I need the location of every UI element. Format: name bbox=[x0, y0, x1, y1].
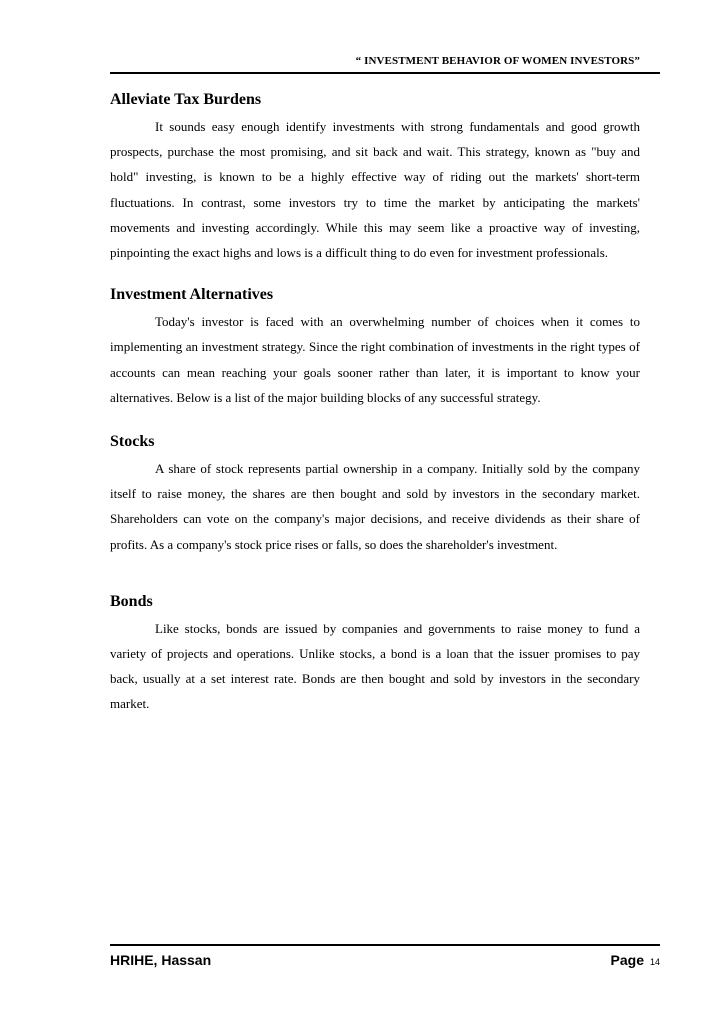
page-content bbox=[110, 88, 640, 717]
section-paragraph: A share of stock represents partial ownership in a company. Initially sold by the company itself to raise money, the shares are then bought and sold by investors in the secondary market. Shareholders can vote on the company's major decisions, and receive dividends as their share of profits. As a company's stock price rises or falls, so does the shareholder's investment. bbox=[110, 461, 640, 552]
section-heading: Investment Alternatives bbox=[110, 286, 274, 304]
section-stocks bbox=[110, 430, 640, 557]
section-paragraph: It sounds easy enough identify investments with strong fundamentals and good growth prospects, purchase the most promising, and sit back and wait. This strategy, known as "buy and hold" investing, is known to be a highly effective way of riding out the markets' short-term fluctuations. In contrast, some investors try to time the market by anticipating the markets' movements and investing accordingly. While this may seem like a proactive way of investing, pinpointing the exact highs and lows is a difficult thing to do even for investment professionals. bbox=[110, 119, 640, 261]
footer-divider bbox=[110, 944, 660, 946]
section-heading: Bonds bbox=[110, 592, 153, 610]
running-header-title: “ INVESTMENT BEHAVIOR OF WOMEN INVESTORS” bbox=[355, 55, 640, 67]
section-alleviate-tax-burdens bbox=[110, 88, 640, 265]
section-paragraph: Like stocks, bonds are issued by companies and governments to raise money to fund a variety of projects and operations. Unlike stocks, a bond is a loan that the issuer promises to pay back, usually at a set interest rate. Bonds are then bought and sold by investors in the secondary market. bbox=[110, 620, 640, 712]
section-heading: Alleviate Tax Burdens bbox=[110, 91, 262, 108]
section-bonds bbox=[110, 590, 640, 717]
footer-page-number bbox=[611, 952, 660, 970]
section-paragraph: Today's investor is faced with an overwhelming number of choices when it comes to implementing an investment strategy. Since the right combination of investments in the right types of accounts can mean reaching your goals sooner rather than later, it is important to know your alternatives. Below is a list of the major building blocks of any successful strategy. bbox=[110, 314, 640, 405]
section-investment-alternatives bbox=[110, 283, 640, 410]
page-number: 14 bbox=[649, 957, 660, 967]
page-label: Page bbox=[610, 952, 644, 968]
header-divider bbox=[110, 72, 660, 74]
footer-author: HRIHE, Hassan bbox=[110, 952, 212, 968]
section-heading: Stocks bbox=[110, 433, 155, 451]
